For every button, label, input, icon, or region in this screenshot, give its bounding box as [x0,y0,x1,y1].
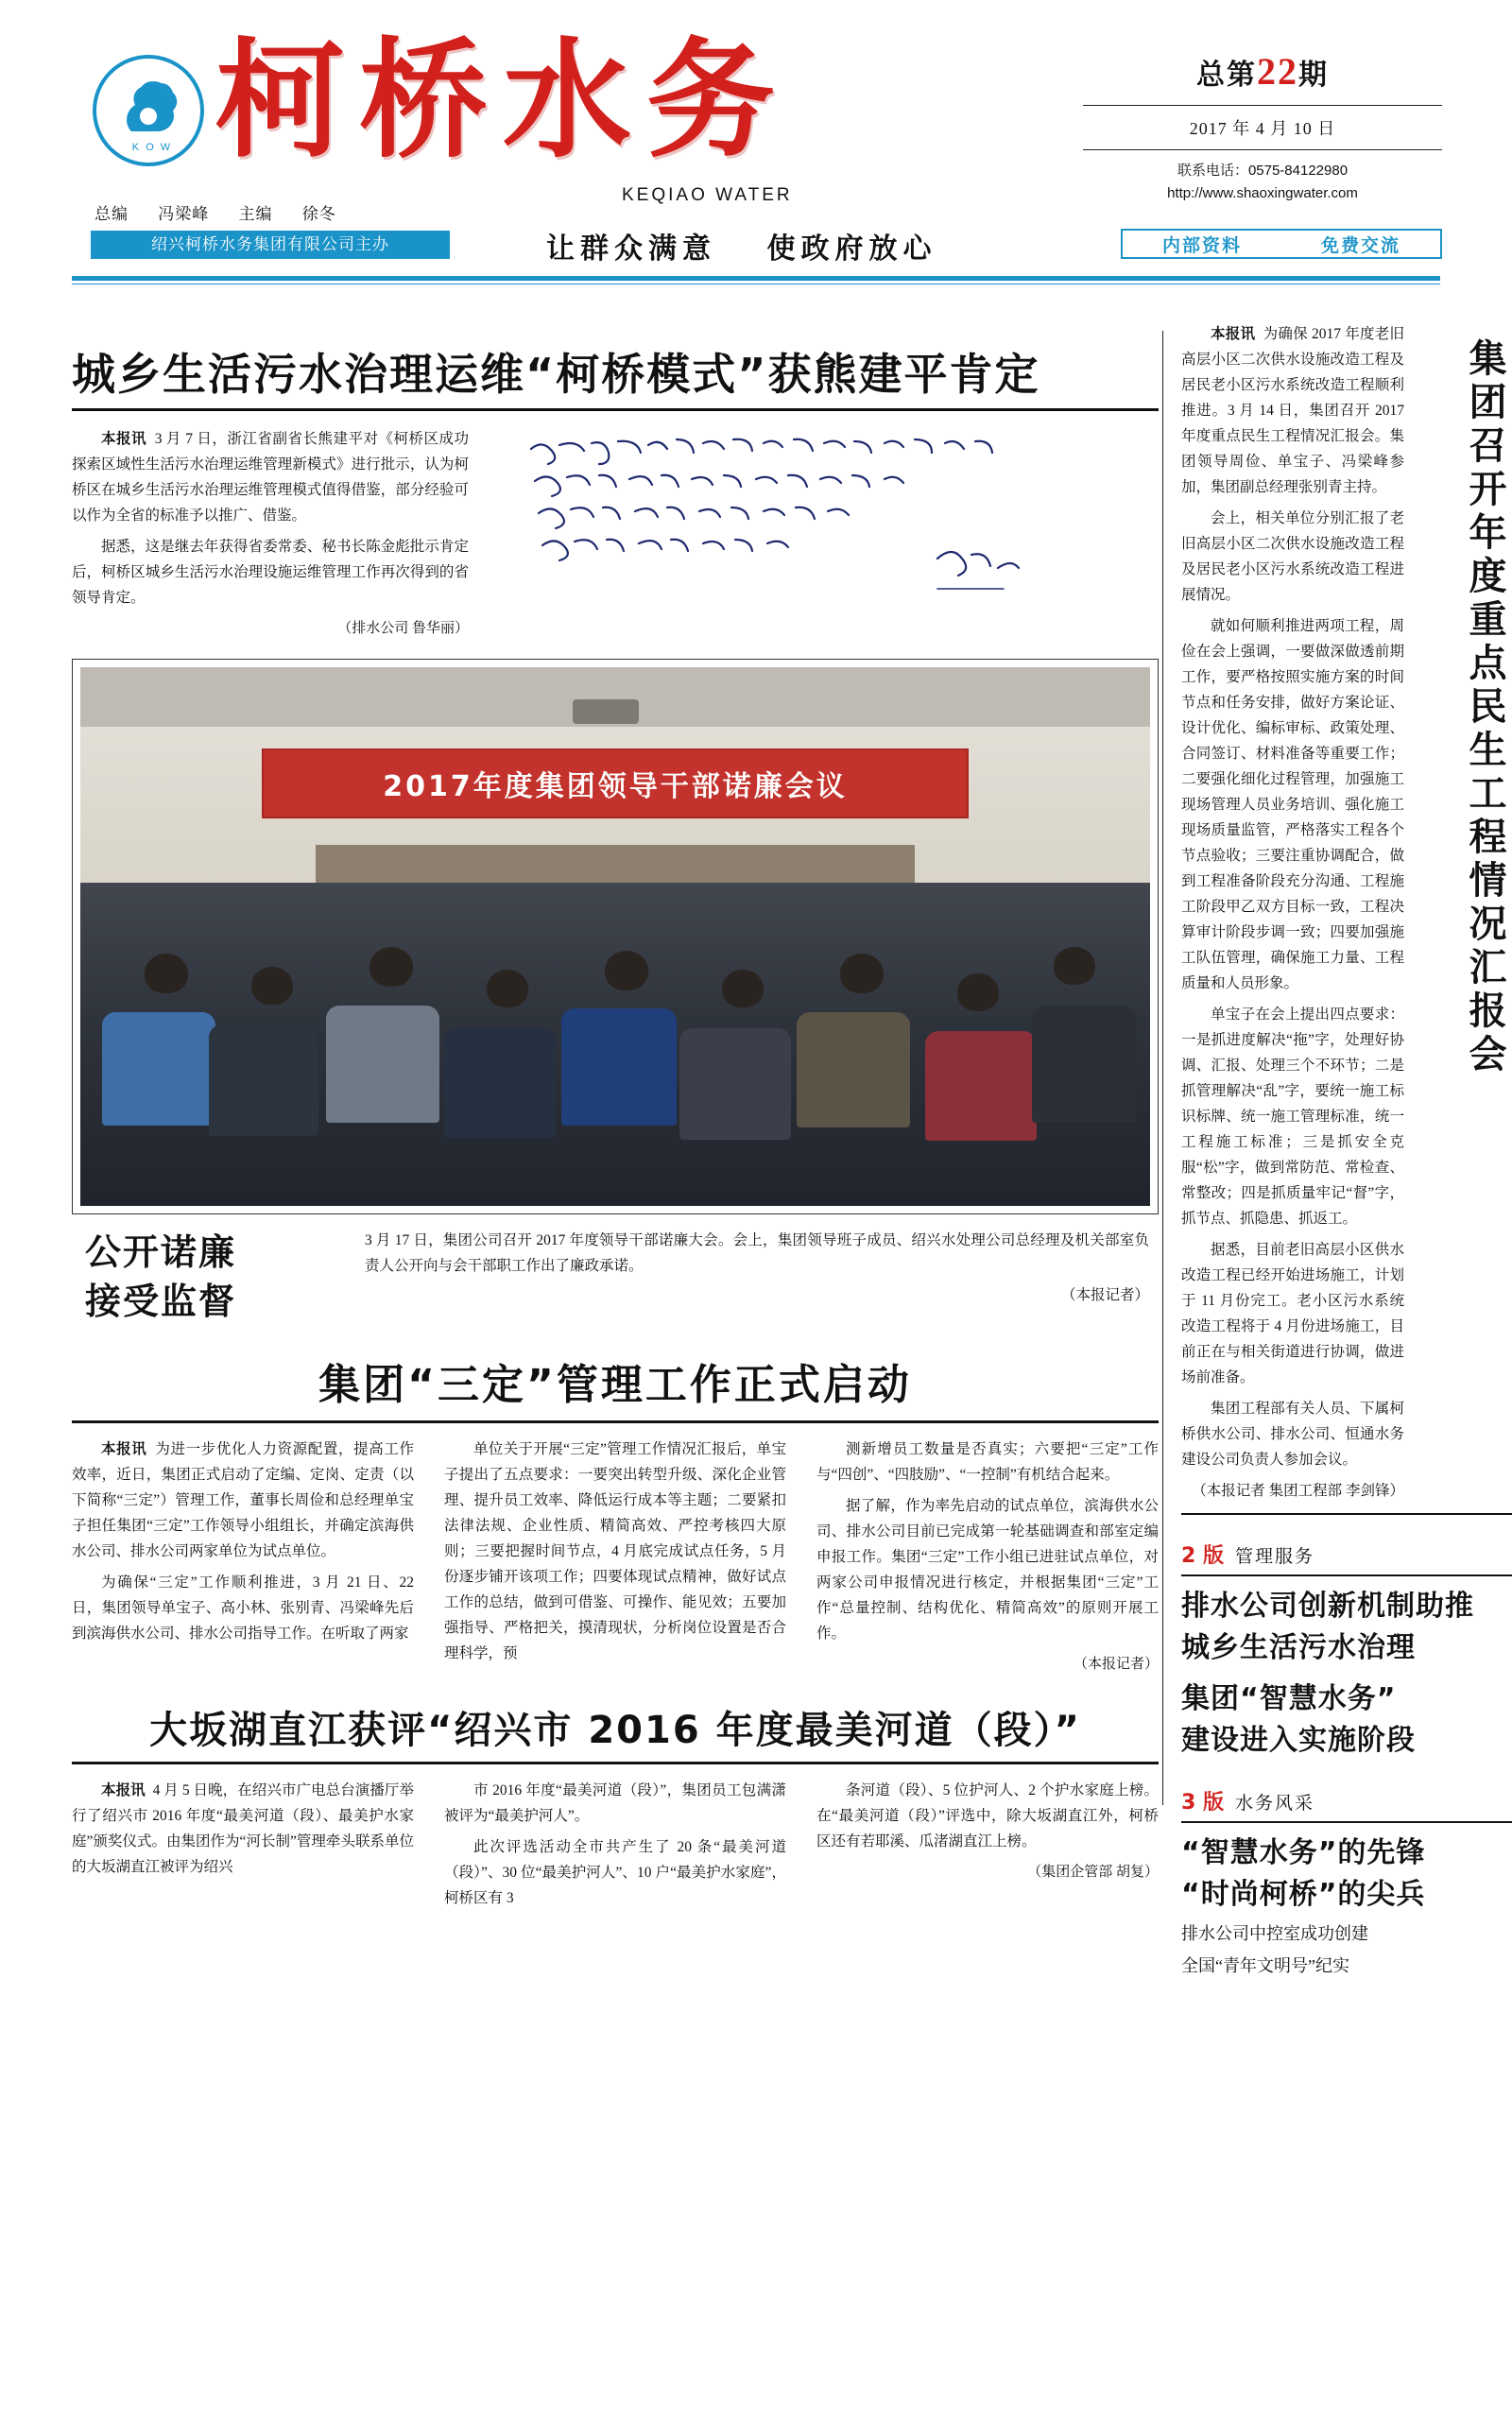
divider [72,1420,1159,1423]
editor-credits [94,200,361,224]
editor-label: 主编 [238,205,273,223]
internal-notice [1121,229,1442,259]
article-right-vertical-headline: 集团召开年度重点民生工程情况汇报会 [1463,338,1506,1077]
article-2-headline: 集团“三定”管理工作正式启动 [318,1361,912,1409]
article-3-byline: （集团企管部 胡复） [1027,1865,1159,1880]
slogan-part-1: 让群众满意 [546,233,716,265]
photo-caption-line-1: 公开诺廉 [85,1231,237,1273]
issue-number: 22 [1257,50,1298,93]
divider [1083,105,1442,106]
issue-block [1083,49,1442,205]
issue-label-pre: 总第 [1196,60,1257,91]
index-head [1181,1786,1512,1815]
logo-letters: K O W [131,142,173,153]
article-2-p1: 为进一步优化人力资源配置，提高工作效率，近日，集团正式启动了定编、定岗、定责（以下简称“三定”）管理工作，董事长周俭和总经理单宝子担任集团“三定”工作领导小组组长，并确定滨海供水公司、排水公司两家单位为试点单位。 [72,1441,414,1559]
article-1-byline: （排水公司 鲁华丽） [337,621,469,636]
divider [1181,1821,1512,1823]
photo-caption-row [72,1228,1159,1326]
index-head [1181,1540,1512,1569]
website-url[interactable]: http://www.shaoxingwater.com [1167,185,1358,201]
article-2-p2: 为确保“三定”工作顺利推进，3 月 21 日、22 日，集团领导单宝子、高小林、张别青、冯梁峰先后到滨海供水公司、排水公司指导工作。在听取了两家 [72,1574,414,1642]
photo-caption-source: （本报记者） [1060,1287,1149,1303]
index-item-title[interactable]: 城乡生活污水治理 [1181,1631,1416,1664]
index-item-title[interactable]: “时尚柯桥”的尖兵 [1181,1878,1426,1911]
editor-chief-name: 冯梁峰 [158,205,210,223]
article-1-headline: 城乡生活污水治理运维“柯桥模式”获熊建平肯定 [72,349,1040,400]
article-1-p1: 3 月 7 日，浙江省副省长熊建平对《柯桥区成功探索区域性生活污水治理运维管理新模式》进行批示，认为柯桥区在城乡生活污水治理运维管理模式值得借鉴，部分经验可以作为全省的标准予以推广、借鉴。 [72,431,469,524]
projector-icon [573,699,639,724]
photo-frame [72,659,1159,1214]
photo-caption-line-2: 接受监督 [85,1281,237,1322]
article-3-lead: 本报讯 [101,1782,146,1798]
paper-title-english: KEQIAO WATER [622,185,793,205]
article-right-lead: 本报讯 [1211,326,1256,342]
index-item-title[interactable]: “智慧水务”的先锋 [1181,1836,1426,1869]
right-column [1181,321,1512,1980]
article-right-p2: 会上，相关单位分别汇报了老旧高层小区二次供水设施改造工程及居民老小区污水系统改造工程进展情况。 [1181,510,1404,603]
index-category: 管理服务 [1234,1547,1314,1567]
article-3-p1: 4 月 5 日晚，在绍兴市广电总台演播厅举行了绍兴市 2016 年度“最美河道（段）、最美护水家庭”颁奖仪式。由集团作为“河长制”管理牵头联系单位的大坂湖直江被评为绍兴 [72,1782,414,1875]
slogan [546,225,975,267]
article-3-p2: 市 2016 年度“最美河道（段）”，集团员工包满潇被评为“最美护河人”。 [444,1782,786,1824]
photo-audience [80,883,1150,1206]
handwritten-instruction-image [493,426,1145,615]
index-item-subtitle: 全国“青年文明号”纪实 [1181,1956,1349,1975]
article-3-p4: 条河道（段）、5 位护河人、2 个护水家庭上榜。在“最美河道（段）”评选中，除大坂湖直江外，柯桥区还有若耶溪、瓜渚湖直江上榜。 [816,1782,1159,1850]
article-1-lead: 本报讯 [101,431,147,447]
photo-caption-text-wrap [355,1228,1159,1308]
article-3-headline: 大坂湖直江获评“绍兴市 2016 年度最美河道（段）” [149,1709,1081,1752]
issue-date: 2017 年 4 月 10 日 [1189,119,1336,138]
article-2-p4: 测新增员工数量是否真实；六要把“三定”工作与“四创”、“四肢励”、“一控制”有机结合起来。 [816,1441,1159,1483]
index-item-title[interactable]: 排水公司创新机制助推 [1181,1590,1474,1623]
divider [72,1762,1159,1764]
article-2-byline: （本报记者） [1073,1657,1159,1672]
divider [1083,149,1442,150]
article-right-p5: 据悉，目前老旧高层小区供水改造工程已经开始进场施工，计划于 11 月份完工。老小区污水系统改造工程将于 4 月份进场施工，目前正在与相关街道进行协调，做进场前准备。 [1181,1242,1404,1385]
editor-name: 徐冬 [301,205,336,223]
sponsor-banner: 绍兴柯桥水务集团有限公司主办 [91,231,450,259]
index-item-subtitle: 排水公司中控室成功创建 [1181,1924,1368,1943]
article-right-p3: 就如何顺利推进两项工程，周俭在会上强调，一要做深做透前期工作，要严格按照实施方案的时间节点和任务安排，做好方案论证、设计优化、编标审标、政策处理、合同签订、材料准备等重要工作；二要强化细化过程管理，加强施工现场管理人员业务培训、强化施工现场质量监管，严格落实工程各个节点验收；三要注重协调配合，做到工程准备阶段充分沟通、工程施工阶段甲乙双方目标一致，工程决算审计阶段步调一致；四要加强施工队伍管理，确保施工力量、工程质量和人员形象。 [1181,618,1404,991]
divider [1181,1513,1512,1515]
divider [72,408,1159,411]
article-1-body [72,426,1159,642]
internal-label-2: 免费交流 [1320,235,1400,256]
index-item-title[interactable]: 建设进入实施阶段 [1181,1724,1416,1757]
masthead-rule [72,276,1440,281]
article-1-p2: 据悉，这是继去年获得省委常委、秘书长陈金彪批示肯定后，柯桥区城乡生活污水治理设施运维管理工作再次得到的省领导肯定。 [72,539,469,606]
article-2-lead: 本报讯 [101,1441,147,1457]
article-3-p3: 此次评选活动全市共产生了 20 条“最美河道（段）”、30 位“最美护河人”、10 户“最美护水家庭”，柯桥区有 3 [444,1839,786,1906]
main-column [72,321,1159,1911]
column-divider [1162,331,1163,1805]
index-page-number: 3 版 [1181,1791,1224,1815]
index-section-page-3[interactable] [1181,1786,1512,1980]
article-1-text [72,426,469,642]
article-right-body [1181,321,1404,1504]
article-2-p5: 据了解，作为率先启动的试点单位，滨海供水公司、排水公司目前已完成第一轮基础调查和部室定编申报工作。集团“三定”工作小组已进驻试点单位，对两家公司申报情况进行核定，并根据集团“三定”工作“总量控制、结构优化、精简高效”的原则开展工作。 [816,1498,1159,1642]
paper-title: 柯桥水务 [215,25,790,176]
index-page-number: 2 版 [1181,1544,1224,1568]
article-right-p1: 为确保 2017 年度老旧高层小区二次供水设施改造工程及居民老小区污水系统改造工程顺利推进。3 月 14 日，集团召开 2017 年度重点民生工程情况汇报会。集团领导周俭、单宝子、冯梁峰参加，集团副总经理张别青主持。 [1181,326,1404,495]
photo-banner-text: 2017年度集团领导干部诺廉会议 [262,748,968,818]
masthead [36,0,1476,321]
article-right-p6: 集团工程部有关人员、下属柯桥供水公司、排水公司、恒通水务建设公司负责人参加会议。 [1181,1401,1404,1468]
photo-caption-text: 3 月 17 日，集团公司召开 2017 年度领导干部诺廉大会。会上，集团领导班子成员、绍兴水处理公司总经理及机关部室负责人公开向与会干部职工作出了廉政承诺。 [365,1232,1149,1274]
article-right-byline: （本报记者 集团工程部 李剑锋） [1192,1483,1404,1499]
contact-phone: 联系电话：0575-84122980 [1177,163,1349,179]
article-right-p4: 单宝子在会上提出四点要求：一是抓进度解决“拖”字，处理好协调、汇报、处理三个不环节；二是抓管理解决“乱”字，要统一施工标识标牌、统一施工管理标准，统一工程施工标准；三是抓安全克服“松”字，做到常防范、常检查、常整改；四是抓质量牢记“督”字，抓节点、抓隐患、抓返工。 [1181,1007,1404,1227]
index-section-page-2[interactable] [1181,1540,1512,1762]
issue-label-post: 期 [1298,60,1329,91]
article-2-p3: 单位关于开展“三定”管理工作情况汇报后，单宝子提出了五点要求：一要突出转型升级、深化企业管理、提升员工效率、降低运行成本等主题；二要紧扣法律法规、企业性质、精简高效、严控考核四大原则；三要把握时间节点，4 月底完成试点任务，5 月份逐步铺开该项工作；四要体现试点精神，做好试点工作的总结，做到可借鉴、可操作、能见效；五要加强指导、严格把关，摸清现状，分析岗位设置是否合理科学，预 [444,1441,786,1661]
internal-label-1: 内部资料 [1161,235,1242,256]
conference-photo [80,667,1150,1206]
divider [1181,1574,1512,1576]
photo-caption-large [72,1228,355,1326]
index-item-title[interactable]: 集团“智慧水务” [1181,1682,1397,1715]
article-2-body [72,1437,1159,1678]
index-category: 水务风采 [1234,1794,1314,1814]
article-3-body [72,1778,1159,1911]
editor-chief-label: 总编 [94,205,129,223]
slogan-part-2: 使政府放心 [766,233,937,265]
